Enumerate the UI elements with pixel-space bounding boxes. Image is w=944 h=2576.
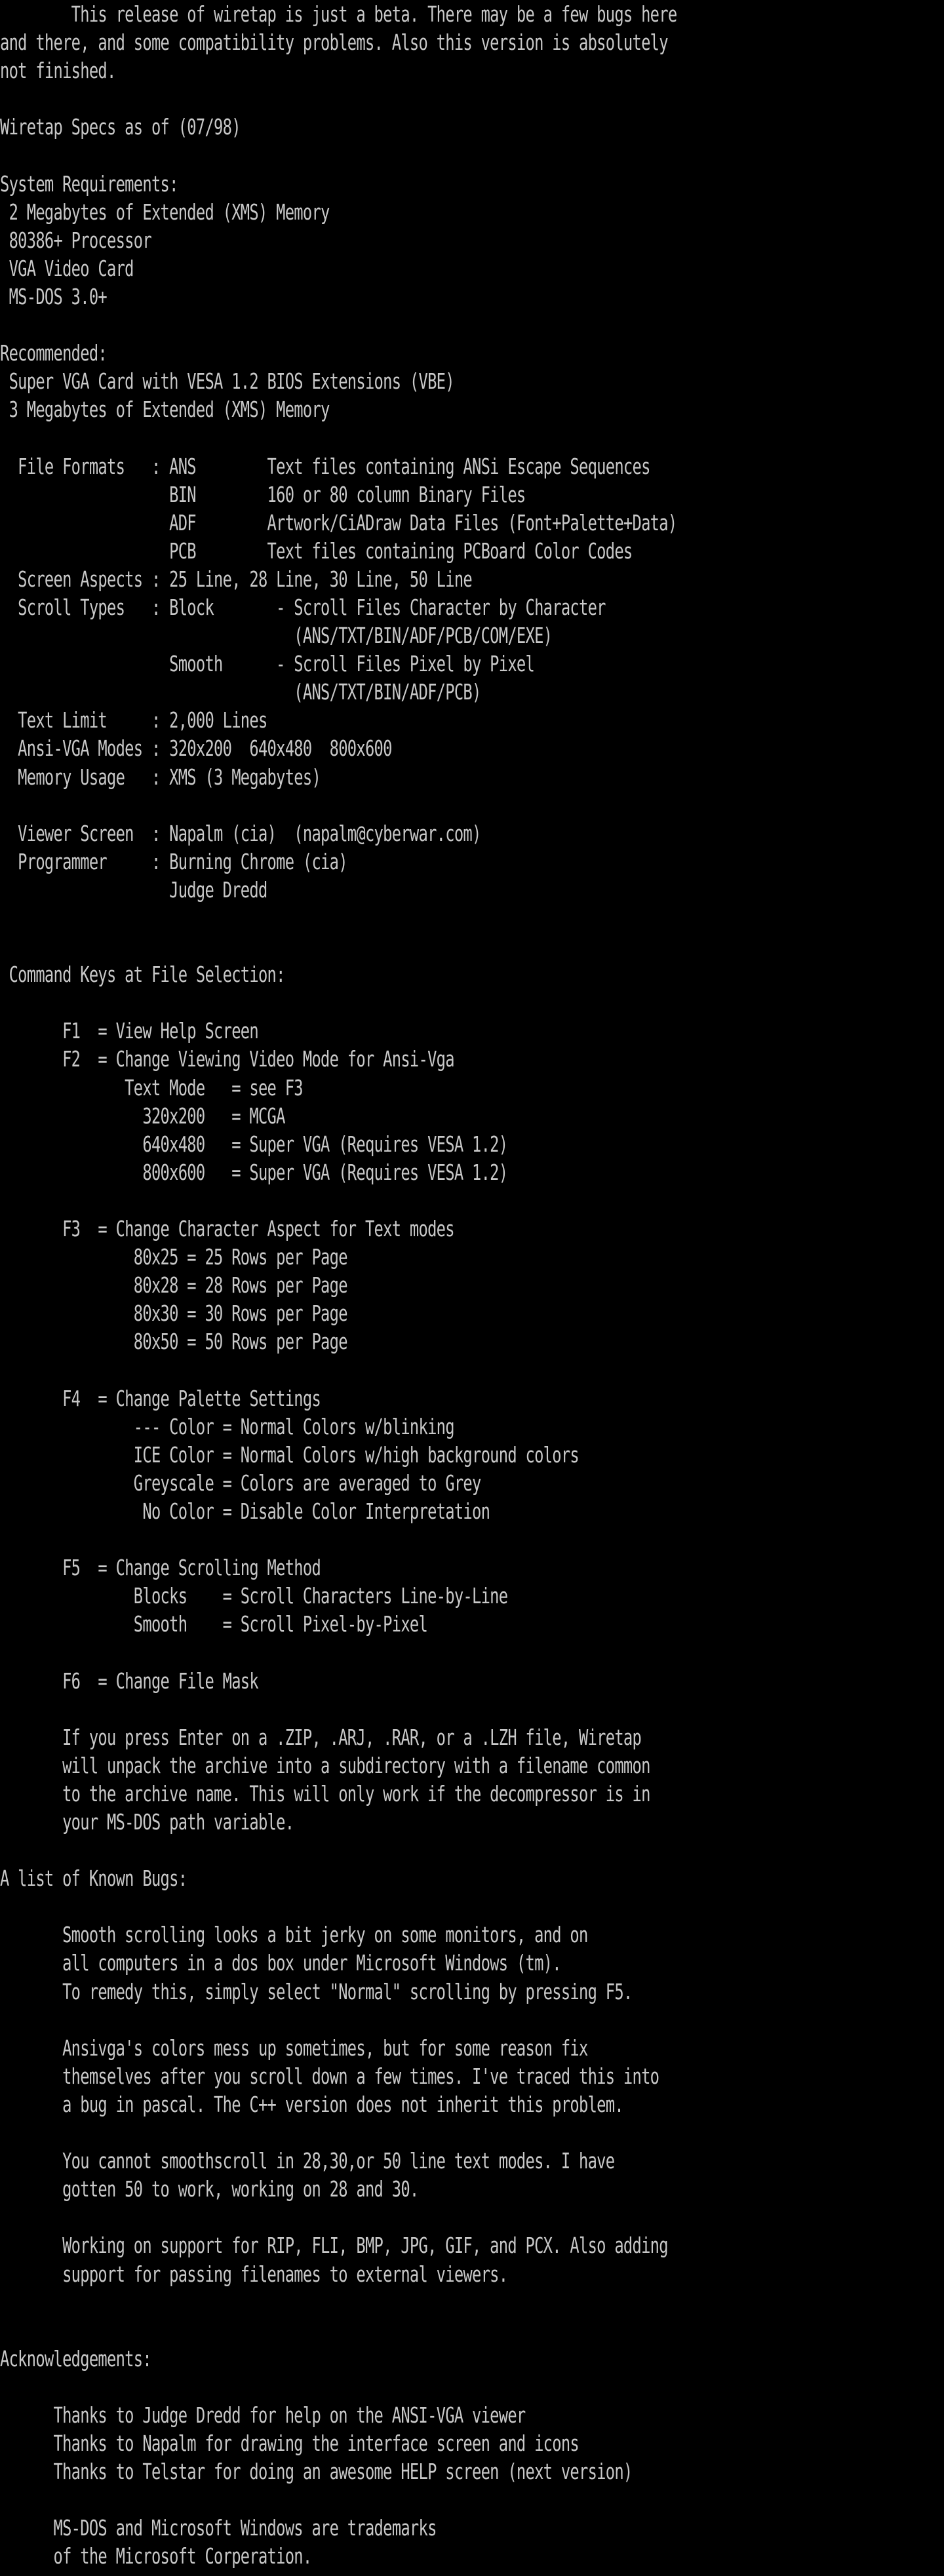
text-line — [0, 311, 680, 339]
text-line: VGA Video Card — [0, 255, 134, 281]
text-line: No Color = Disable Color Interpretation — [0, 1498, 490, 1524]
text-line: all computers in a dos box under Microsoft Windows (tm). — [0, 1950, 561, 1976]
text-line — [0, 1525, 680, 1553]
text-line: F2 = Change Viewing Video Mode for Ansi-Vga — [0, 1046, 454, 1072]
text-line: not finished. — [0, 58, 116, 84]
text-line: F6 = Change File Mask — [0, 1668, 258, 1694]
text-line: 80x50 = 50 Rows per Page — [0, 1329, 347, 1355]
text-line: your MS-DOS path variable. — [0, 1809, 294, 1835]
text-line: PCB Text files containing PCBoard Color Codes — [0, 537, 633, 564]
text-line: Memory Usage : XMS (3 Megabytes) — [0, 764, 321, 790]
text-line — [0, 85, 680, 113]
text-line: 80386+ Processor — [0, 227, 151, 253]
text-line: File Formats : ANS Text files containing ANSi Escape Sequences — [0, 453, 650, 479]
text-line — [0, 904, 680, 932]
text-line: F1 = View Help Screen — [0, 1018, 258, 1044]
text-line: Thanks to Telstar for doing an awesome HELP screen (next version) — [0, 2459, 633, 2485]
text-line: Judge Dredd — [0, 876, 267, 903]
text-line: 3 Megabytes of Extended (XMS) Memory — [0, 397, 330, 423]
text-line: ADF Artwork/CiADraw Data Files (Font+Palette+Data) — [0, 509, 677, 536]
text-line: will unpack the archive into a subdirectory with a filename common — [0, 1752, 650, 1778]
text-line — [0, 2118, 680, 2147]
text-line: ICE Color = Normal Colors w/high background colors — [0, 1441, 580, 1468]
text-line: Ansi-VGA Modes : 320x200 640x480 800x600 — [0, 735, 392, 762]
text-line: a bug in pascal. The C++ version does not inherit this problem. — [0, 2091, 623, 2117]
text-line: Smooth = Scroll Pixel-by-Pixel — [0, 1611, 428, 1637]
text-line — [0, 2486, 680, 2514]
text-line: 640x480 = Super VGA (Requires VESA 1.2) — [0, 1131, 508, 1157]
text-line: gotten 50 to work, working on 28 and 30. — [0, 2176, 419, 2202]
text-line: --- Color = Normal Colors w/blinking — [0, 1413, 454, 1439]
text-line: If you press Enter on a .ZIP, .ARJ, .RAR, or a .LZH file, Wiretap — [0, 1724, 642, 1750]
text-line: 80x28 = 28 Rows per Page — [0, 1272, 347, 1298]
text-line: Thanks to Napalm for drawing the interface screen and icons — [0, 2430, 580, 2457]
text-line: You cannot smoothscroll in 28,30,or 50 line text modes. I have — [0, 2148, 615, 2174]
text-line: (ANS/TXT/BIN/ADF/PCB/COM/EXE) — [0, 623, 553, 649]
text-line — [0, 2316, 680, 2345]
text-line: 800x600 = Super VGA (Requires VESA 1.2) — [0, 1159, 508, 1185]
text-line: Blocks = Scroll Characters Line-by-Line — [0, 1583, 508, 1609]
text-line: Smooth scrolling looks a bit jerky on some monitors, and on — [0, 1922, 588, 1948]
text-line: Ansivga's colors mess up sometimes, but for some reason fix — [0, 2035, 588, 2061]
text-line: Programmer : Burning Chrome (cia) — [0, 848, 347, 874]
text-line — [0, 2203, 680, 2231]
text-line: MS-DOS and Microsoft Windows are trademarks — [0, 2515, 437, 2541]
text-line: Text Limit : 2,000 Lines — [0, 707, 267, 733]
text-line: Working on support for RIP, FLI, BMP, JPG, GIF, and PCX. Also adding — [0, 2233, 668, 2259]
text-line: of the Microsoft Corperation. — [0, 2543, 312, 2569]
text-line — [0, 1892, 680, 1921]
text-line: Recommended: — [0, 340, 108, 366]
text-line: 80x30 = 30 Rows per Page — [0, 1300, 347, 1327]
text-line — [0, 1186, 680, 1215]
text-line: themselves after you scroll down a few times. I've traced this into — [0, 2063, 659, 2089]
text-line: Viewer Screen : Napalm (cia) (napalm@cyberwar.com) — [0, 820, 481, 846]
text-line: Thanks to Judge Dredd for help on the ANSI-VGA viewer — [0, 2402, 526, 2428]
text-line — [0, 1836, 680, 1864]
text-line: Command Keys at File Selection: — [0, 962, 285, 988]
text-line — [0, 2373, 680, 2401]
text-line: Wiretap Specs as of (07/98) — [0, 114, 241, 140]
text-line: System Requirements: — [0, 170, 178, 197]
text-line: MS-DOS 3.0+ — [0, 283, 108, 309]
text-line: F5 = Change Scrolling Method — [0, 1555, 321, 1581]
text-line: Text Mode = see F3 — [0, 1074, 303, 1101]
text-line — [0, 423, 680, 452]
text-line: A list of Known Bugs: — [0, 1865, 187, 1892]
text-line — [0, 2006, 680, 2034]
text-line — [0, 791, 680, 819]
text-line — [0, 988, 680, 1017]
text-line — [0, 1695, 680, 1723]
text-line: To remedy this, simply select "Normal" scrolling by pressing F5. — [0, 1978, 633, 2004]
text-line — [0, 1356, 680, 1384]
text-line: BIN 160 or 80 column Binary Files — [0, 481, 526, 507]
text-line: 2 Megabytes of Extended (XMS) Memory — [0, 199, 330, 225]
text-line: Smooth - Scroll Files Pixel by Pixel — [0, 651, 535, 677]
text-line: Acknowledgements: — [0, 2345, 151, 2371]
text-line: Super VGA Card with VESA 1.2 BIOS Extensions (VBE) — [0, 368, 454, 395]
text-line: to the archive name. This will only work if the decompressor is in — [0, 1780, 650, 1806]
text-line — [0, 141, 680, 169]
text-line: Screen Aspects : 25 Line, 28 Line, 30 Line, 50 Line — [0, 566, 472, 592]
text-line: Greyscale = Colors are averaged to Grey — [0, 1470, 481, 1496]
text-line — [0, 932, 680, 960]
text-line: (ANS/TXT/BIN/ADF/PCB) — [0, 679, 481, 705]
text-line: 80x25 = 25 Rows per Page — [0, 1244, 347, 1270]
text-line: 320x200 = MCGA — [0, 1103, 285, 1129]
text-line: Scroll Types : Block - Scroll Files Character by Character — [0, 594, 606, 620]
text-line: This release of wiretap is just a beta. There may be a few bugs here — [0, 1, 677, 27]
text-line: F3 = Change Character Aspect for Text modes — [0, 1216, 454, 1242]
text-line — [0, 1638, 680, 1666]
text-line — [0, 2288, 680, 2316]
text-line: support for passing filenames to external viewers. — [0, 2261, 508, 2287]
text-line: F4 = Change Palette Settings — [0, 1385, 321, 1411]
text-line: and there, and some compatibility problems. Also this version is absolutely — [0, 29, 668, 56]
